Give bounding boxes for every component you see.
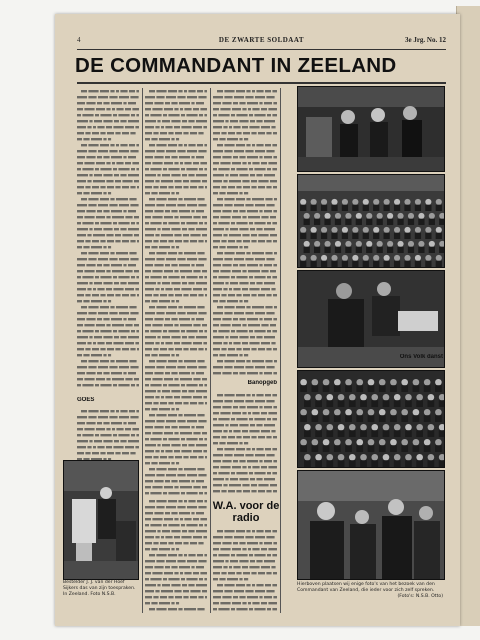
wa-heading-line2: radio [232, 512, 260, 524]
photo-audience-hall [297, 174, 445, 268]
text-lines-graphic [145, 498, 207, 616]
headline: DE COMMANDANT IN ZEELAND [75, 54, 397, 77]
subhead-goes: GOES [77, 397, 95, 403]
subhead-banopgeb: Banopgeb [247, 380, 277, 386]
column-1b-text [77, 408, 139, 468]
photo-officers-meeting [297, 86, 445, 172]
subhead-ons-volk: Ons Volk danst [399, 354, 443, 360]
text-lines-graphic [213, 528, 277, 616]
body-text-texture [77, 88, 139, 388]
wa-heading-line1: W.A. voor de [212, 500, 280, 512]
column-1-text [77, 88, 139, 388]
issue-number: 3e Jrg. No. 12 [404, 36, 446, 44]
wa-article-heading [211, 500, 281, 524]
text-lines-graphic [213, 88, 277, 378]
photo-speaker-podium [63, 460, 139, 580]
photo-table-graphic [298, 271, 444, 367]
caption-right-credit: (Foto's: N.S.B. Otto) [397, 594, 443, 599]
column-divider [142, 88, 143, 613]
column-3-text [213, 88, 277, 378]
column-3b-text [213, 392, 277, 498]
photo-officers-graphic [298, 87, 444, 171]
newspaper-page [55, 14, 460, 626]
header-rule [77, 49, 446, 50]
subhead-box-ons-volk [297, 354, 443, 364]
page-number: 4 [77, 36, 81, 44]
photo-speaker-graphic [64, 461, 138, 579]
text-lines-graphic [77, 408, 139, 468]
photo-group-graphic [298, 471, 444, 579]
wa-article-text [213, 528, 277, 616]
caption-left-photo: Bestelder J. J. van der Hoef Sijkers das van zijn toespraken. In Zeeland. Foto N.S.B. [63, 580, 136, 597]
text-lines-graphic [213, 392, 277, 498]
photo-commander-group [297, 470, 445, 580]
headline-rule [77, 82, 446, 84]
text-lines-graphic [145, 88, 207, 496]
caption-right-photos [297, 582, 443, 600]
page-header [77, 36, 446, 48]
photo-uniformed-graphic [298, 371, 444, 467]
caption-right-text: Hierboven plaatsen wij enige foto's van het bezoek van den Commandant van Zeeland, die ieder voor zich zelf spreken. [297, 582, 435, 593]
photo-audience-graphic [298, 175, 444, 267]
masthead: DE ZWARTE SOLDAAT [218, 36, 305, 44]
column-2b-text [145, 498, 207, 616]
photo-uniformed-audience [297, 370, 445, 468]
column-divider [280, 88, 281, 613]
column-divider [210, 88, 211, 613]
column-2-text [145, 88, 207, 496]
banopgeb-subhead-box [213, 380, 277, 390]
text-lines-graphic [77, 88, 139, 388]
